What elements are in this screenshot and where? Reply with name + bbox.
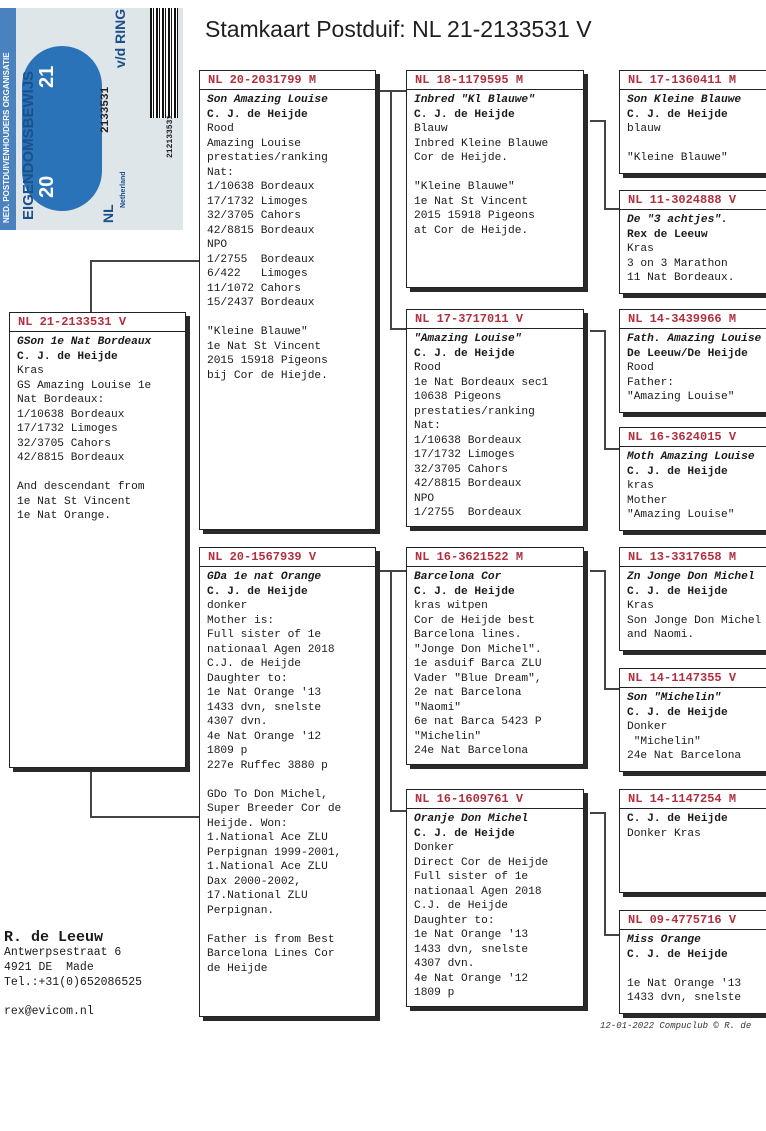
- bird-name: Barcelona Cor: [414, 571, 502, 583]
- card-body: [620, 90, 766, 168]
- bird-details: Blauw Inbred Kleine Blauwe Cor de Heijde. "Kleine Blauwe" 1e Nat St Vincent 2015 15918 Pigeons at Cor de Heijde.: [414, 123, 549, 237]
- pedigree-card-great-grandparent: [619, 668, 766, 772]
- connector: [90, 768, 92, 818]
- ring-country-name: Netherland: [120, 171, 127, 208]
- bird-details: donker Mother is: Full sister of 1e nationaal Agen 2018 C.J. de Heijde Daughter to: 1e Nat Orange '13 1433 dvn, snelste 4307 dvn. 4e Nat Orange '12 1809 p 227e Ruffec 3880 p GDo To Don Michel, Super Breeder Cor de Heijde. Won: 1.National Ace ZLU Perpignan 1999-2001, 1.National Ace ZLU Dax 2000-2002, 17.National ZLU Perpignan. Father is from Best Barcelona Lines Cor de Heijde: [207, 600, 342, 975]
- pedigree-card-grandparent: [406, 547, 584, 765]
- bird-details: Rood Father: "Amazing Louise": [627, 362, 735, 403]
- connector: [604, 330, 606, 450]
- pedigree-card-great-grandparent: [619, 309, 766, 413]
- card-body: [407, 90, 583, 240]
- pedigree-card-father: [199, 70, 376, 530]
- card-body: [620, 930, 766, 1008]
- ring-number-header: NL 20-2031799 M: [200, 71, 375, 90]
- breeder-name: C. J. de Heijde: [414, 108, 515, 121]
- bird-details: Donker "Michelin" 24e Nat Barcelona: [627, 721, 742, 762]
- connector: [376, 570, 410, 572]
- breeder-name: C. J. de Heijde: [627, 813, 728, 825]
- bird-details: Kras GS Amazing Louise 1e Nat Bordeaux: 1/10638 Bordeaux 17/1732 Limoges 32/3705 Cahors 42/8815 Bordeaux And descendant from 1e Nat St Vincent 1e Nat Orange.: [17, 365, 152, 522]
- ring-number-header: NL 17-3717011 V: [407, 310, 583, 329]
- bird-name: GDa 1e nat Orange: [207, 571, 322, 583]
- bird-name: Son "Michelin": [627, 692, 721, 704]
- card-body: [407, 567, 583, 761]
- ring-number-header: NL 16-1609761 V: [407, 790, 583, 809]
- ring-number-header: NL 20-1567939 V: [200, 548, 375, 567]
- pedigree-card-great-grandparent: [619, 789, 766, 893]
- bird-details: kras Mother "Amazing Louise": [627, 480, 735, 521]
- pedigree-card-grandparent: [406, 70, 584, 288]
- card-body: [620, 210, 766, 288]
- owner-phone: Tel.:+31(0)652086525: [4, 976, 143, 989]
- breeder-name: C. J. de Heijde: [414, 827, 515, 840]
- connector: [390, 90, 392, 330]
- card-body: [620, 329, 766, 407]
- pedigree-card-grandparent: [406, 309, 584, 527]
- breeder-name: De Leeuw/De Heijde: [627, 347, 748, 360]
- connector: [590, 120, 605, 122]
- pedigree-card-great-grandparent: [619, 427, 766, 531]
- owner-street: Antwerpsestraat 6: [4, 946, 122, 959]
- ring-word: v/d RING: [112, 8, 128, 68]
- pedigree-card-great-grandparent: [619, 547, 766, 651]
- bird-name: Miss Orange: [627, 934, 701, 946]
- connector: [90, 816, 203, 818]
- card-body: [200, 567, 375, 978]
- ring-number-header: NL 18-1179595 M: [407, 71, 583, 90]
- barcode-number: 212133531: [166, 114, 175, 158]
- pedigree-card-great-grandparent: [619, 70, 766, 174]
- owner-block: [4, 930, 142, 1019]
- breeder-name: C. J. de Heijde: [17, 350, 118, 363]
- pedigree-card-mother: [199, 547, 376, 1017]
- owner-city: 4921 DE Made: [4, 961, 94, 974]
- ring-number-header: NL 14-3439966 M: [620, 310, 766, 329]
- card-body: [620, 447, 766, 525]
- breeder-name: C. J. de Heijde: [627, 706, 728, 719]
- pedigree-card-subject: [9, 312, 186, 768]
- ring-number-header: NL 21-2133531 V: [10, 313, 185, 332]
- owner-name: R. de Leeuw: [4, 929, 104, 946]
- bird-details: kras witpen Cor de Heijde best Barcelona lines. "Jonge Don Michel". 1e asduif Barca ZLU Vader "Blue Dream", 2e nat Barcelona "Naomi" 6e nat Barca 5423 P "Michelin" 24e Nat Barcelona: [414, 600, 542, 757]
- bird-details: blauw "Kleine Blauwe": [627, 123, 728, 164]
- ring-number-header: NL 13-3317658 M: [620, 548, 766, 567]
- bird-details: Donker Kras: [627, 827, 701, 840]
- card-body: [620, 567, 766, 645]
- page-title: Stamkaart Postduif: NL 21-2133531 V: [205, 16, 592, 42]
- pedigree-card-great-grandparent: [619, 910, 766, 1014]
- ring-number-header: NL 14-1147254 M: [620, 790, 766, 809]
- card-body: [620, 688, 766, 766]
- breeder-name: C. J. de Heijde: [627, 465, 728, 478]
- bird-name: Zn Jonge Don Michel: [627, 571, 755, 583]
- pedigree-card-great-grandparent: [619, 190, 766, 294]
- connector: [590, 570, 605, 572]
- breeder-name: C. J. de Heijde: [627, 948, 728, 961]
- ring-number-header: NL 14-1147355 V: [620, 669, 766, 688]
- bird-name: Son Amazing Louise: [207, 94, 328, 106]
- bird-name: Fath. Amazing Louise: [627, 333, 762, 345]
- card-body: [200, 90, 375, 385]
- bird-details: 1e Nat Orange '13 1433 dvn, snelste: [627, 977, 742, 1004]
- connector: [590, 330, 605, 332]
- bird-details: Kras Son Jonge Don Michel and Naomi.: [627, 600, 762, 641]
- breeder-name: C. J. de Heijde: [414, 585, 515, 598]
- bird-name: Moth Amazing Louise: [627, 451, 755, 463]
- ring-certificate: [0, 8, 183, 230]
- breeder-name: C. J. de Heijde: [207, 585, 308, 598]
- connector: [390, 570, 392, 812]
- ring-number-header: NL 11-3024888 V: [620, 191, 766, 210]
- card-body: [620, 809, 766, 843]
- connector: [376, 90, 410, 92]
- ring-number-header: NL 16-3621522 M: [407, 548, 583, 567]
- bird-name: "Amazing Louise": [414, 333, 522, 345]
- breeder-name: C. J. de Heijde: [207, 108, 308, 121]
- breeder-name: Rex de Leeuw: [627, 228, 708, 241]
- ring-org-line: NED. POSTDUIVENHOUDERS ORGANISATIE: [2, 52, 11, 223]
- breeder-name: C. J. de Heijde: [414, 347, 515, 360]
- ring-number: 2133531: [100, 86, 112, 133]
- card-body: [407, 329, 583, 523]
- connector: [90, 260, 92, 316]
- bird-details: Donker Direct Cor de Heijde Full sister of 1e nationaal Agen 2018 C.J. de Heijde Daughter to: 1e Nat Orange '13 1433 dvn, snelste 4307 dvn. 4e Nat Orange '12 1809 p: [414, 842, 549, 999]
- connector: [604, 120, 606, 210]
- connector: [590, 812, 605, 814]
- bird-name: De "3 achtjes".: [627, 214, 728, 226]
- breeder-name: C. J. de Heijde: [627, 585, 728, 598]
- bird-name: Inbred "Kl Blauwe": [414, 94, 535, 106]
- bird-name: Oranje Don Michel: [414, 813, 529, 825]
- owner-email: rex@evicom.nl: [4, 1005, 94, 1018]
- breeder-name: C. J. de Heijde: [627, 108, 728, 121]
- pedigree-card-grandparent: [406, 789, 584, 1007]
- ring-country: NL: [100, 204, 116, 223]
- connector: [604, 812, 606, 936]
- footer-credit: 12-01-2022 Compuclub © R. de: [600, 1021, 752, 1031]
- bird-details: Rood Amazing Louise prestaties/ranking Nat: 1/10638 Bordeaux 17/1732 Limoges 32/3705 Cahors 42/8815 Bordeaux NPO 1/2755 Bordeaux 6/422 Limoges 11/1072 Cahors 15/2437 Bordeaux "Kleine Blauwe" 1e Nat St Vincent 2015 15918 Pigeons bij Cor de Hiejde.: [207, 123, 328, 382]
- bird-details: Kras 3 on 3 Marathon 11 Nat Bordeaux.: [627, 243, 735, 284]
- connector: [604, 570, 606, 690]
- card-body: [407, 809, 583, 1003]
- ring-year-bottom: 20: [36, 175, 58, 198]
- bird-name: Son Kleine Blauwe: [627, 94, 742, 106]
- ring-number-header: NL 16-3624015 V: [620, 428, 766, 447]
- barcode: [150, 8, 178, 118]
- bird-details: Rood 1e Nat Bordeaux sec1 10638 Pigeons prestaties/ranking Nat: 1/10638 Bordeaux 17/1732 Limoges 32/3705 Cahors 42/8815 Bordeaux NPO 1/2755 Bordeaux: [414, 362, 549, 519]
- ring-eigendom: EIGENDOMSBEWIJS: [20, 70, 37, 220]
- card-body: [10, 332, 185, 526]
- ring-year-top: 21: [36, 65, 58, 88]
- bird-name: GSon 1e Nat Bordeaux: [17, 336, 152, 348]
- connector: [90, 260, 203, 262]
- ring-number-header: NL 09-4775716 V: [620, 911, 766, 930]
- ring-number-header: NL 17-1360411 M: [620, 71, 766, 90]
